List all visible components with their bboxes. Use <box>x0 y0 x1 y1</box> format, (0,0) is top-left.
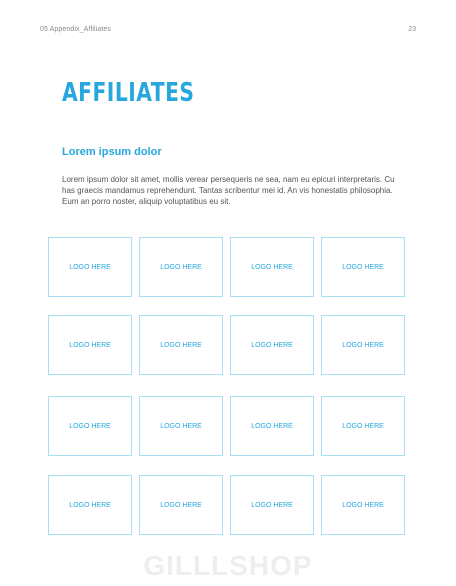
logo-placeholder: LOGO HERE <box>48 396 132 456</box>
logo-placeholder: LOGO HERE <box>48 315 132 375</box>
logo-row <box>48 396 408 458</box>
logo-placeholder: LOGO HERE <box>139 315 223 375</box>
logo-placeholder: LOGO HERE <box>321 475 405 535</box>
logo-placeholder: LOGO HERE <box>230 315 314 375</box>
logo-placeholder: LOGO HERE <box>139 237 223 297</box>
logo-row <box>48 315 408 377</box>
logo-placeholder: LOGO HERE <box>321 315 405 375</box>
watermark: GILLLSHOP <box>143 550 313 581</box>
page-number: 23 <box>408 26 416 33</box>
logo-placeholder: LOGO HERE <box>230 237 314 297</box>
logo-row <box>48 475 408 537</box>
logo-placeholder: LOGO HERE <box>48 237 132 297</box>
logo-placeholder: LOGO HERE <box>139 396 223 456</box>
logo-placeholder: LOGO HERE <box>139 475 223 535</box>
body-paragraph: Lorem ipsum dolor sit amet, mollis verear persequeris ne sea, nam eu epicuri interpretaris. Cu has graecis mandamus reprehendunt. Tantas scribentur mei id. An vis honestatis philosophia. Eum an porro noster, aliquip voluptatibus eu sit. <box>62 175 395 206</box>
logo-row <box>48 237 408 299</box>
logo-placeholder: LOGO HERE <box>230 396 314 456</box>
section-subtitle: Lorem ipsum dolor <box>62 146 162 158</box>
logo-placeholder: LOGO HERE <box>321 237 405 297</box>
section-header: 05 Appendix_Affiliates <box>40 26 111 33</box>
logo-placeholder: LOGO HERE <box>48 475 132 535</box>
logo-placeholder: LOGO HERE <box>230 475 314 535</box>
logo-placeholder: LOGO HERE <box>321 396 405 456</box>
page-title: AFFILIATES <box>62 78 195 108</box>
